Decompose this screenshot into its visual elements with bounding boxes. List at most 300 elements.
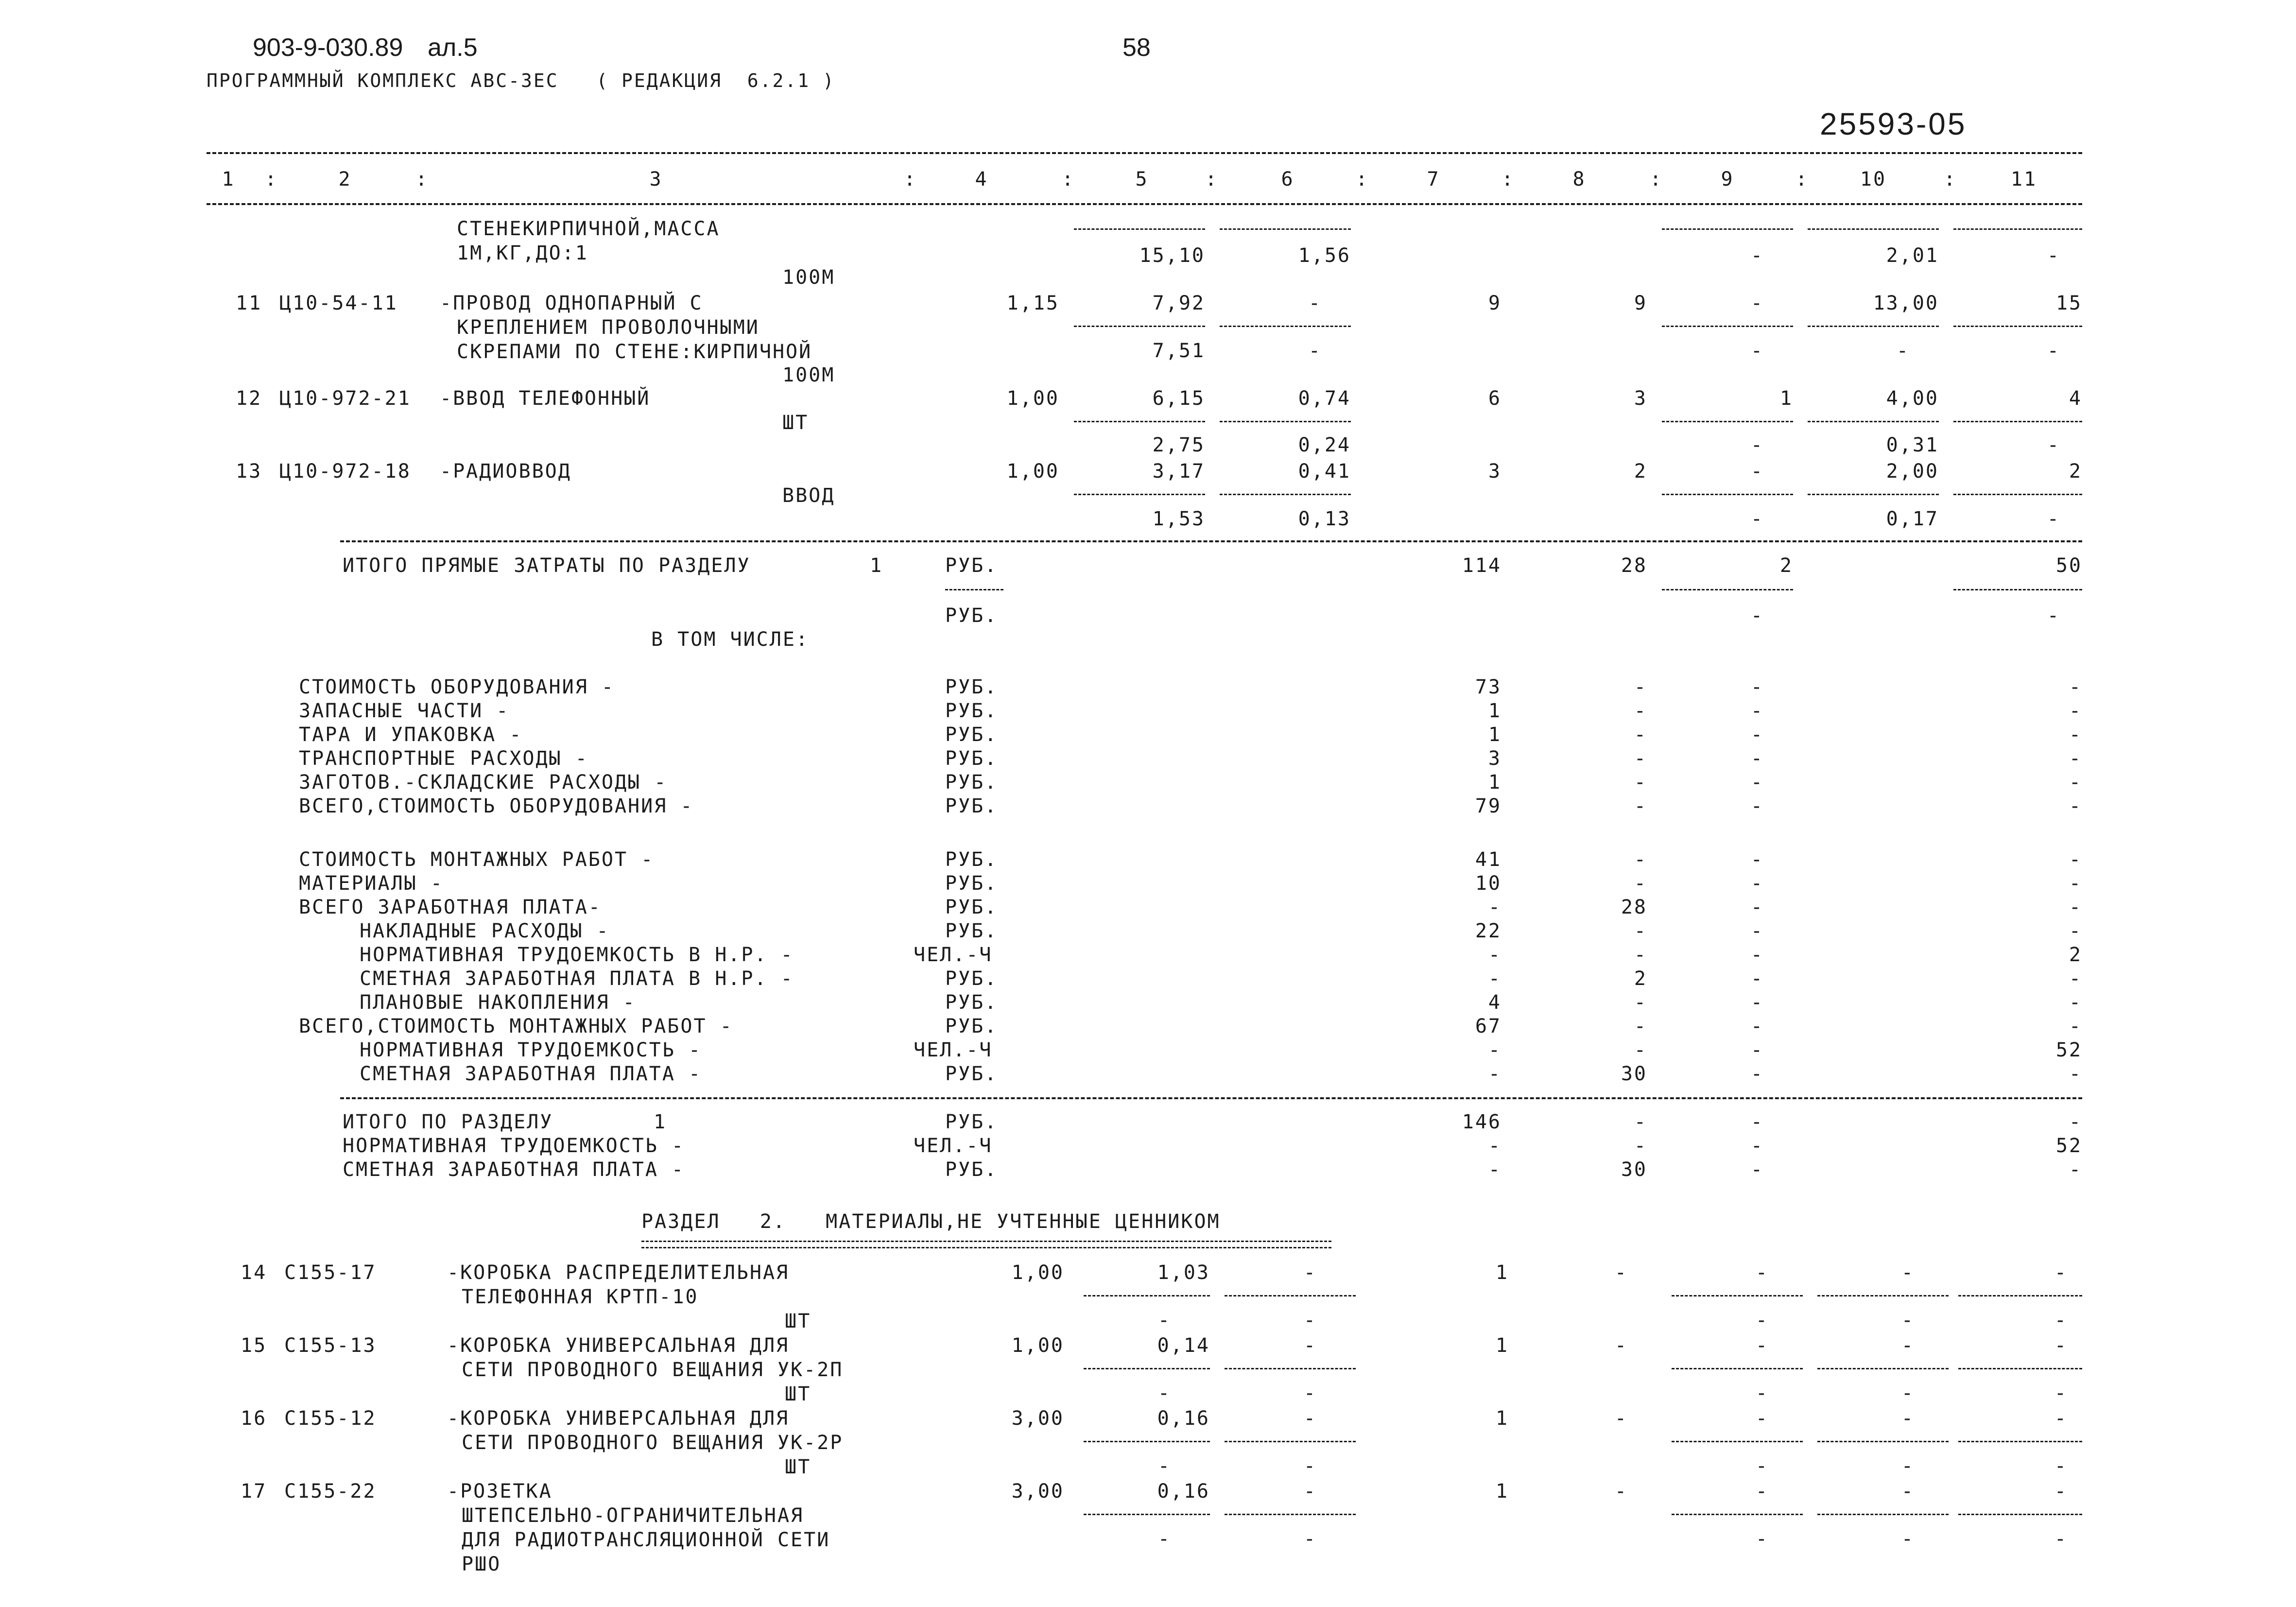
item-name: -КОРОБКА УНИВЕРСАЛЬНАЯ ДЛЯ bbox=[447, 1334, 790, 1357]
wage-divider bbox=[1672, 1441, 1803, 1442]
item-code: С155-12 bbox=[284, 1407, 377, 1430]
breakdown-label: НОРМАТИВНАЯ ТРУДОЕМКОСТЬ В Н.Р. - bbox=[360, 944, 794, 966]
page-number: 58 bbox=[1122, 34, 1151, 62]
cell-c5: 7,92 bbox=[1152, 292, 1205, 314]
cell-c5: 0,16 bbox=[1157, 1407, 1210, 1430]
cell-c9: - bbox=[1750, 1158, 1764, 1181]
cell-c5: 1,03 bbox=[1157, 1261, 1210, 1284]
cell-c8: 28 bbox=[1621, 554, 1647, 577]
cell-qty: 1,00 bbox=[1006, 387, 1059, 410]
cell-c11: 50 bbox=[2055, 554, 2082, 577]
unit: РУБ. bbox=[945, 896, 998, 918]
cell-c7: 1 bbox=[1488, 771, 1502, 794]
cell-c11: - bbox=[2054, 1407, 2068, 1430]
item-name: -КОРОБКА РАСПРЕДЕЛИТЕЛЬНАЯ bbox=[447, 1261, 790, 1284]
cell-c10: 2,01 bbox=[1886, 244, 1939, 267]
estimate-page: 903-9-030.89 ал.5 58 ПРОГРАММНЫЙ КОМПЛЕКС АВС-3ЕС ( РЕДАКЦИЯ 6.2.1 ) 25593-05 1 : 2 : 3 : 4 : 5 : 6 : 7 : 8 : 9 : 10 : 11 СТЕНЕКИРПИЧНОЙ,МАССА 1М,КГ,ДО:1 100М 15,10 1,56 - 2,01 - 11 Ц10-54-11 -ПРОВОД ОДНОПАРНЫЙ С КРЕПЛЕНИЕМ ПРОВОЛОЧНЫМИ СКРЕПАМИ ПО СТЕНЕ:КИРПИЧНОЙ 100М 1,15 7,92 - 9 9 - 13,00 15 7,51 - - - - 12 Ц10-972-21 -ВВОД ТЕЛЕФОННЫЙ ШТ 1,00 6,15 0,74 6 3 1 4,00 4 2,75 0,24 - 0,31 - 13 Ц10-972-18 -РАДИОВВОД ВВОД 1,00 3,17 0,41 3 2 - 2,00 2 1,53 0,13 - 0,17 - ИТОГО ПРЯМЫЕ ЗАТРАТЫ ПО РАЗДЕЛУ 1 РУБ. 114 28 2 50 РУБ. - - В ТОМ ЧИСЛЕ: СТОИМОСТЬ ОБОРУДОВАНИЯ - РУБ. 73 - - - ЗАПАСНЫЕ ЧАСТИ - РУБ. 1 - - - ТАРА И УПАКОВКА - РУБ. 1 - - - ТРАНСПОРТНЫЕ РАСХОДЫ - РУБ. 3 - - - ЗАГОТОВ.-СКЛАДСКИЕ РАСХОДЫ - РУБ. 1 - - - ВСЕГО,СТОИМОСТЬ ОБОРУДОВАНИЯ - РУБ. 79 - - - СТОИМОСТЬ МОНТАЖНЫХ РАБОТ - РУБ. 41 - - - МАТЕРИАЛЫ - РУБ. 10 - - - ВСЕГО ЗАРАБОТНАЯ ПЛАТА- РУБ. - 28 - - НАКЛАДНЫЕ РАСХОДЫ - РУБ. 22 - - - НОРМАТИВНАЯ ТРУДОЕМКОСТЬ В Н.Р. - ЧЕЛ.-Ч - - - 2 СМЕТНАЯ ЗАРАБОТНАЯ ПЛАТА В Н.Р. - РУБ. - 2 - - ПЛАНОВЫЕ НАКОПЛЕНИЯ - РУБ. 4 - - - ВСЕГО,СТОИМОСТЬ МОНТАЖНЫХ РАБОТ - РУБ. 67 - - - НОРМАТИВНАЯ ТРУДОЕМКОСТЬ - ЧЕЛ.-Ч - - - 52 СМЕТНАЯ ЗАРАБОТНАЯ ПЛАТА - РУБ. - 30 - - ИТОГО ПО РАЗДЕЛУ 1 РУБ. 146 - - - НОРМАТИВНАЯ ТРУДОЕМКОСТЬ - ЧЕЛ.-Ч - - - 52 СМЕТНАЯ ЗАРАБОТНАЯ ПЛАТА - РУБ. - 30 - - РАЗДЕЛ 2. МАТЕРИАЛЫ,НЕ УЧТЕННЫЕ ЦЕННИКОМ 14 С155-17 -КОРОБКА РАСПРЕДЕЛИТЕЛЬНАЯ ТЕЛЕФОННАЯ КРТП-10 ШТ 1,00 1,03 - 1 - - - - - - - - - 15 С155-13 -КОРОБКА УНИВЕРСАЛЬНАЯ ДЛЯ СЕТИ ПРОВОДНОГО ВЕЩАНИЯ УК-2П ШТ 1,00 0,14 - 1 - - - - - - - - - 16 С155-12 -КОРОБКА УНИВЕРСАЛЬНАЯ ДЛЯ СЕТИ ПРОВОДНОГО ВЕЩАНИЯ УК-2Р ШТ 3,00 0,16 - 1 - - - - - - - - - 17 С155-22 -РОЗЕТКА ШТЕПСЕЛЬНО-ОГРАНИЧИТЕЛЬНАЯ ДЛЯ РАДИОТРАНСЛЯЦИОННОЙ СЕТИ РШО 3,00 0,16 - 1 - - - - - - - - - bbox=[207, 34, 2082, 1575]
item-name: КРЕПЛЕНИЕМ ПРОВОЛОЧНЫМИ bbox=[457, 316, 760, 339]
cell-c10: - bbox=[1901, 1334, 1915, 1357]
cell-c11: - bbox=[2069, 872, 2082, 895]
cell-c5-wage: - bbox=[1157, 1309, 1171, 1331]
unit: ЧЕЛ.-Ч bbox=[914, 1135, 993, 1157]
item-code: С155-22 bbox=[284, 1480, 377, 1503]
section2-title: РАЗДЕЛ 2. МАТЕРИАЛЫ,НЕ УЧТЕННЫЕ ЦЕННИКОМ bbox=[641, 1210, 1221, 1233]
wage-divider bbox=[1672, 1295, 1803, 1296]
cell-qty: 3,00 bbox=[1011, 1480, 1064, 1503]
cell-c9: - bbox=[1750, 872, 1764, 895]
column-header: 3 bbox=[649, 168, 663, 190]
cell-c10-wage: - bbox=[1901, 1382, 1915, 1404]
unit: РУБ. bbox=[945, 872, 998, 895]
item-unit: ШТ bbox=[782, 412, 809, 434]
breakdown-label: ТРАНСПОРТНЫЕ РАСХОДЫ - bbox=[299, 747, 588, 770]
header-rule-top bbox=[207, 152, 2082, 154]
cell-c9: - bbox=[1755, 1261, 1769, 1284]
column-header: 1 bbox=[222, 168, 235, 190]
cell-c9: - bbox=[1750, 1135, 1764, 1157]
cell-c9-wage: - bbox=[1750, 434, 1764, 456]
cell-c11: - bbox=[2069, 676, 2082, 698]
cell-c9: - bbox=[1750, 460, 1764, 483]
item-name: -ПРОВОД ОДНОПАРНЫЙ С bbox=[440, 292, 703, 314]
cell-c11: - bbox=[2047, 605, 2060, 627]
cell-c8: 9 bbox=[1634, 292, 1647, 314]
wage-divider bbox=[1672, 1514, 1803, 1515]
column-header: 8 bbox=[1572, 168, 1586, 190]
breakdown-label: ВСЕГО,СТОИМОСТЬ МОНТАЖНЫХ РАБОТ - bbox=[299, 1015, 733, 1037]
unit: РУБ. bbox=[945, 920, 998, 942]
cell-c6-wage: - bbox=[1308, 340, 1322, 362]
cell-c7: - bbox=[1488, 944, 1502, 966]
wage-divider bbox=[1084, 1514, 1210, 1515]
cell-c8: - bbox=[1634, 1135, 1647, 1157]
cell-c7: 9 bbox=[1488, 292, 1502, 314]
cell-c11: - bbox=[2069, 700, 2082, 722]
section-total-rule bbox=[340, 540, 2082, 542]
total-label: СМЕТНАЯ ЗАРАБОТНАЯ ПЛАТА - bbox=[343, 1158, 685, 1181]
cell-c8: - bbox=[1614, 1480, 1628, 1503]
cell-c8: - bbox=[1634, 872, 1647, 895]
cell-c9: - bbox=[1750, 1111, 1764, 1133]
item-name: 1М,КГ,ДО:1 bbox=[457, 242, 588, 264]
cell-c9: - bbox=[1750, 968, 1764, 990]
unit: РУБ. bbox=[945, 747, 998, 770]
column-header: 9 bbox=[1721, 168, 1734, 190]
cell-c8: - bbox=[1634, 1039, 1647, 1061]
item-number: 12 bbox=[236, 387, 262, 410]
cell-qty: 1,00 bbox=[1011, 1334, 1064, 1357]
cell-c9: - bbox=[1750, 848, 1764, 871]
column-header: 7 bbox=[1427, 168, 1440, 190]
breakdown-label: НАКЛАДНЫЕ РАСХОДЫ - bbox=[360, 920, 610, 942]
item-unit: ШТ bbox=[785, 1456, 811, 1478]
breakdown-label: СМЕТНАЯ ЗАРАБОТНАЯ ПЛАТА В Н.Р. - bbox=[360, 968, 794, 990]
cell-c10-wage: - bbox=[1896, 340, 1910, 362]
cell-c8: - bbox=[1634, 700, 1647, 722]
cell-c11: - bbox=[2069, 724, 2082, 746]
cell-c7: 10 bbox=[1475, 872, 1502, 895]
cell-c8: - bbox=[1614, 1261, 1628, 1284]
cell-c7: 1 bbox=[1495, 1407, 1509, 1430]
cell-c7: - bbox=[1488, 1135, 1502, 1157]
cell-c9: - bbox=[1750, 605, 1764, 627]
unit: РУБ. bbox=[945, 848, 998, 871]
item-code: С155-17 bbox=[284, 1261, 377, 1284]
cell-c11: - bbox=[2069, 795, 2082, 817]
cell-c11: 2 bbox=[2069, 460, 2082, 483]
cell-c11: - bbox=[2069, 1015, 2082, 1037]
cell-c11-wage: - bbox=[2047, 340, 2060, 362]
cell-c5: 0,16 bbox=[1157, 1480, 1210, 1503]
cell-c8: - bbox=[1634, 991, 1647, 1014]
column-header: 5 bbox=[1135, 168, 1149, 190]
cell-c11-wage: - bbox=[2054, 1382, 2068, 1404]
cell-qty: 1,15 bbox=[1006, 292, 1059, 314]
cell-c8: - bbox=[1614, 1334, 1628, 1357]
cell-c7: 73 bbox=[1475, 676, 1502, 698]
cell-c5-wage: 2,75 bbox=[1152, 434, 1205, 456]
program-line: ПРОГРАММНЫЙ КОМПЛЕКС АВС-3ЕС ( РЕДАКЦИЯ 6.2.1 ) bbox=[207, 70, 835, 91]
cell-c9: - bbox=[1750, 1039, 1764, 1061]
cell-c9: - bbox=[1750, 920, 1764, 942]
wage-divider bbox=[1225, 1514, 1356, 1515]
item-name: -РАДИОВВОД bbox=[440, 460, 571, 483]
cell-c11-wage: - bbox=[2054, 1455, 2068, 1477]
cell-c9: - bbox=[1750, 771, 1764, 794]
wage-divider bbox=[1817, 1514, 1949, 1515]
cell-c5-wage: 1,53 bbox=[1152, 508, 1205, 530]
cell-c8: 2 bbox=[1634, 460, 1647, 483]
cell-c7: - bbox=[1488, 1158, 1502, 1181]
item-code: Ц10-972-18 bbox=[279, 460, 411, 483]
cell-c10: 2,00 bbox=[1886, 460, 1939, 483]
cell-c10: - bbox=[1901, 1480, 1915, 1503]
cell-c10-wage: 0,31 bbox=[1886, 434, 1939, 456]
cell-c10-wage: - bbox=[1901, 1309, 1915, 1331]
item-name: -КОРОБКА УНИВЕРСАЛЬНАЯ ДЛЯ bbox=[447, 1407, 790, 1430]
unit: ЧЕЛ.-Ч bbox=[914, 944, 993, 966]
cell-c11: - bbox=[2069, 771, 2082, 794]
wage-divider bbox=[1817, 1441, 1949, 1442]
unit: РУБ. bbox=[945, 1063, 998, 1085]
cell-c10: 4,00 bbox=[1886, 387, 1939, 410]
cell-c8: - bbox=[1634, 724, 1647, 746]
wage-divider bbox=[1958, 1368, 2082, 1369]
breakdown-label: ВСЕГО,СТОИМОСТЬ ОБОРУДОВАНИЯ - bbox=[299, 795, 694, 817]
cell-c7: 1 bbox=[1495, 1334, 1509, 1357]
wage-divider bbox=[1225, 1441, 1356, 1442]
including-label: В ТОМ ЧИСЛЕ: bbox=[651, 628, 809, 651]
cell-c9: - bbox=[1750, 1015, 1764, 1037]
breakdown-label: МАТЕРИАЛЫ - bbox=[299, 872, 444, 895]
column-header: 10 bbox=[1860, 168, 1887, 190]
cell-c5-wage: - bbox=[1157, 1382, 1171, 1404]
cell-c8: 28 bbox=[1621, 896, 1647, 918]
wage-divider bbox=[1084, 1368, 1210, 1369]
cell-c7: 1 bbox=[1495, 1480, 1509, 1503]
unit: РУБ. bbox=[945, 1158, 998, 1181]
cell-c6-wage: - bbox=[1303, 1382, 1317, 1404]
wage-divider bbox=[1958, 1441, 2082, 1442]
doc-code: 903-9-030.89 bbox=[253, 34, 403, 62]
cell-c9: - bbox=[1750, 795, 1764, 817]
unit: РУБ. bbox=[945, 700, 998, 722]
cell-c8: 30 bbox=[1621, 1063, 1647, 1085]
item-unit: ВВОД bbox=[782, 484, 835, 507]
cell-c6-wage: - bbox=[1303, 1309, 1317, 1331]
cell-c8: 30 bbox=[1621, 1158, 1647, 1181]
item-unit: 100М bbox=[782, 364, 835, 386]
cell-c9-wage: - bbox=[1755, 1382, 1769, 1404]
cell-c7: - bbox=[1488, 1039, 1502, 1061]
unit: РУБ. bbox=[945, 724, 998, 746]
section-total-rule bbox=[340, 1097, 2082, 1099]
cell-c8: - bbox=[1634, 1111, 1647, 1133]
unit: РУБ. bbox=[945, 1015, 998, 1037]
cell-c10: - bbox=[1901, 1261, 1915, 1284]
section2-underline bbox=[641, 1241, 1331, 1248]
cell-c9: - bbox=[1755, 1407, 1769, 1430]
cell-c7: 6 bbox=[1488, 387, 1502, 410]
cell-c9: - bbox=[1750, 1063, 1764, 1085]
breakdown-label: НОРМАТИВНАЯ ТРУДОЕМКОСТЬ - bbox=[360, 1039, 702, 1061]
cell-c11: - bbox=[2054, 1261, 2068, 1284]
cell-c5-wage: - bbox=[1157, 1528, 1171, 1550]
item-number: 14 bbox=[241, 1261, 267, 1284]
wage-divider bbox=[1084, 1441, 1210, 1442]
wage-divider bbox=[1958, 1295, 2082, 1296]
item-name: -РОЗЕТКА bbox=[447, 1480, 552, 1503]
breakdown-label: СМЕТНАЯ ЗАРАБОТНАЯ ПЛАТА - bbox=[360, 1063, 702, 1085]
wage-divider bbox=[1225, 1295, 1356, 1296]
cell-c10: - bbox=[1901, 1407, 1915, 1430]
cell-qty: 1,00 bbox=[1006, 460, 1059, 483]
breakdown-label: ЗАПАСНЫЕ ЧАСТИ - bbox=[299, 700, 510, 722]
item-unit: ШТ bbox=[785, 1310, 811, 1332]
cell-c7: 114 bbox=[1462, 554, 1502, 577]
cell-c10-wage: 0,17 bbox=[1886, 508, 1939, 530]
cell-c6-wage: - bbox=[1303, 1528, 1317, 1550]
cell-c9-wage: - bbox=[1755, 1309, 1769, 1331]
cell-c9: - bbox=[1750, 991, 1764, 1014]
cell-c7: - bbox=[1488, 1063, 1502, 1085]
cell-c9: - bbox=[1755, 1334, 1769, 1357]
column-header: 11 bbox=[2010, 168, 2037, 190]
cell-c9: - bbox=[1755, 1480, 1769, 1503]
item-number: 13 bbox=[236, 460, 262, 483]
wage-divider bbox=[1958, 1514, 2082, 1515]
cell-c9-wage: - bbox=[1750, 340, 1764, 362]
item-number: 11 bbox=[236, 292, 262, 314]
cell-c11: - bbox=[2069, 848, 2082, 871]
cell-c9: - bbox=[1750, 724, 1764, 746]
wage-divider bbox=[1084, 1295, 1210, 1296]
unit: РУБ. bbox=[945, 991, 998, 1014]
column-header: 6 bbox=[1281, 168, 1295, 190]
item-code: Ц10-972-21 bbox=[279, 387, 411, 410]
item-number: 16 bbox=[241, 1407, 267, 1430]
unit: РУБ. bbox=[945, 605, 998, 627]
cell-c6: - bbox=[1303, 1334, 1317, 1357]
cell-c11: 52 bbox=[2055, 1039, 2082, 1061]
unit: РУБ. bbox=[945, 771, 998, 794]
cell-c7: 4 bbox=[1488, 991, 1502, 1014]
total-label: ИТОГО ПО РАЗДЕЛУ bbox=[343, 1111, 553, 1133]
cell-c8: - bbox=[1634, 771, 1647, 794]
cell-c7: 3 bbox=[1488, 747, 1502, 770]
cell-c11: 2 bbox=[2069, 944, 2082, 966]
cell-c6: 1,56 bbox=[1298, 244, 1351, 267]
cell-c11: - bbox=[2069, 896, 2082, 918]
cell-c11: - bbox=[2054, 1480, 2068, 1503]
cell-c11-wage: - bbox=[2054, 1528, 2068, 1550]
cell-c11: - bbox=[2069, 991, 2082, 1014]
cell-c9: 2 bbox=[1779, 554, 1793, 577]
cell-c11: - bbox=[2069, 1158, 2082, 1181]
unit: ЧЕЛ.-Ч bbox=[914, 1039, 993, 1061]
cell-c7: 146 bbox=[1462, 1111, 1502, 1133]
wage-divider bbox=[1817, 1295, 1949, 1296]
breakdown-label: ВСЕГО ЗАРАБОТНАЯ ПЛАТА- bbox=[299, 896, 602, 918]
breakdown-label: СТОИМОСТЬ МОНТАЖНЫХ РАБОТ - bbox=[299, 848, 655, 871]
cell-c7: 41 bbox=[1475, 848, 1502, 871]
cell-c8: 3 bbox=[1634, 387, 1647, 410]
item-name: ТЕЛЕФОННАЯ КРТП-10 bbox=[462, 1286, 699, 1308]
breakdown-label: СТОИМОСТЬ ОБОРУДОВАНИЯ - bbox=[299, 676, 615, 698]
cell-c9: - bbox=[1750, 292, 1764, 314]
item-name: СЕТИ ПРОВОДНОГО ВЕЩАНИЯ УК-2Р bbox=[462, 1432, 844, 1454]
wage-divider bbox=[1817, 1368, 1949, 1369]
cell-c9: - bbox=[1750, 244, 1764, 267]
column-header: 2 bbox=[338, 168, 352, 190]
cell-c6: - bbox=[1303, 1480, 1317, 1503]
cell-c11: - bbox=[2054, 1334, 2068, 1357]
album-number: ал.5 bbox=[428, 34, 478, 62]
cell-c9-wage: - bbox=[1755, 1455, 1769, 1477]
cell-qty: 1,00 bbox=[1011, 1261, 1064, 1284]
unit: РУБ. bbox=[945, 554, 998, 577]
item-code: Ц10-54-11 bbox=[279, 292, 398, 314]
cell-c7: 22 bbox=[1475, 920, 1502, 942]
cell-c9: - bbox=[1750, 700, 1764, 722]
inventory-stamp-number: 25593-05 bbox=[1820, 106, 1967, 141]
cell-c9-wage: - bbox=[1755, 1528, 1769, 1550]
cell-c8: - bbox=[1634, 676, 1647, 698]
cell-c8: - bbox=[1634, 944, 1647, 966]
wage-divider bbox=[1225, 1368, 1356, 1369]
item-name: РШО bbox=[462, 1553, 501, 1575]
cell-c11: - bbox=[2069, 1063, 2082, 1085]
cell-c11: - bbox=[2069, 1111, 2082, 1133]
cell-c9: - bbox=[1750, 747, 1764, 770]
cell-c10: 13,00 bbox=[1873, 292, 1939, 314]
breakdown-label: ТАРА И УПАКОВКА - bbox=[299, 724, 523, 746]
cell-c11: 4 bbox=[2069, 387, 2082, 410]
wage-divider bbox=[1672, 1368, 1803, 1369]
item-name: -ВВОД ТЕЛЕФОННЫЙ bbox=[440, 387, 651, 410]
cell-c8: 2 bbox=[1634, 968, 1647, 990]
cell-c6-wage: - bbox=[1303, 1455, 1317, 1477]
cell-c6-wage: 0,24 bbox=[1298, 434, 1351, 456]
cell-c11-wage: - bbox=[2047, 434, 2060, 456]
cell-c8: - bbox=[1634, 747, 1647, 770]
item-name: СТЕНЕКИРПИЧНОЙ,МАССА bbox=[457, 218, 720, 240]
item-unit: 100М bbox=[782, 266, 835, 289]
total-label: НОРМАТИВНАЯ ТРУДОЕМКОСТЬ - bbox=[343, 1135, 685, 1157]
unit: РУБ. bbox=[945, 968, 998, 990]
section-number: 1 bbox=[870, 554, 883, 577]
cell-c5-wage: - bbox=[1157, 1455, 1171, 1477]
total-label: ИТОГО ПРЯМЫЕ ЗАТРАТЫ ПО РАЗДЕЛУ bbox=[343, 554, 751, 577]
unit: РУБ. bbox=[945, 676, 998, 698]
cell-c8: - bbox=[1634, 920, 1647, 942]
cell-c10-wage: - bbox=[1901, 1455, 1915, 1477]
cell-c6: 0,41 bbox=[1298, 460, 1351, 483]
cell-c6: - bbox=[1303, 1261, 1317, 1284]
cell-c11-wage: - bbox=[2047, 508, 2060, 530]
cell-c7: 3 bbox=[1488, 460, 1502, 483]
cell-c6: - bbox=[1303, 1407, 1317, 1430]
item-name: ДЛЯ РАДИОТРАНСЛЯЦИОННОЙ СЕТИ bbox=[462, 1529, 830, 1551]
column-header: 4 bbox=[975, 168, 988, 190]
cell-c7: 1 bbox=[1495, 1261, 1509, 1284]
cell-c6: 0,74 bbox=[1298, 387, 1351, 410]
cell-c7: - bbox=[1488, 896, 1502, 918]
item-number: 15 bbox=[241, 1334, 267, 1357]
cell-qty: 3,00 bbox=[1011, 1407, 1064, 1430]
cell-c5: 6,15 bbox=[1152, 387, 1205, 410]
cell-c7: - bbox=[1488, 968, 1502, 990]
breakdown-label: ЗАГОТОВ.-СКЛАДСКИЕ РАСХОДЫ - bbox=[299, 771, 668, 794]
item-name: СКРЕПАМИ ПО СТЕНЕ:КИРПИЧНОЙ bbox=[457, 341, 812, 363]
breakdown-label: ПЛАНОВЫЕ НАКОПЛЕНИЯ - bbox=[360, 991, 636, 1014]
cell-c7: 79 bbox=[1475, 795, 1502, 817]
item-name: ШТЕПСЕЛЬНО-ОГРАНИЧИТЕЛЬНАЯ bbox=[462, 1504, 804, 1527]
unit: РУБ. bbox=[945, 1111, 998, 1133]
cell-c8: - bbox=[1634, 795, 1647, 817]
header-rule-bottom bbox=[207, 203, 2082, 205]
cell-c8: - bbox=[1634, 848, 1647, 871]
cell-c5-wage: 7,51 bbox=[1152, 340, 1205, 362]
cell-c5: 3,17 bbox=[1152, 460, 1205, 483]
cell-c10-wage: - bbox=[1901, 1528, 1915, 1550]
cell-c11: 52 bbox=[2055, 1135, 2082, 1157]
item-number: 17 bbox=[241, 1480, 267, 1503]
cell-c6: - bbox=[1308, 292, 1322, 314]
cell-c11: - bbox=[2069, 968, 2082, 990]
cell-c7: 1 bbox=[1488, 724, 1502, 746]
cell-c9: 1 bbox=[1779, 387, 1793, 410]
cell-c5: 0,14 bbox=[1157, 1334, 1210, 1357]
item-unit: ШТ bbox=[785, 1383, 811, 1405]
item-code: С155-13 bbox=[284, 1334, 377, 1357]
cell-c9: - bbox=[1750, 944, 1764, 966]
item-name: СЕТИ ПРОВОДНОГО ВЕЩАНИЯ УК-2П bbox=[462, 1359, 844, 1381]
cell-c9: - bbox=[1750, 896, 1764, 918]
cell-c11: - bbox=[2069, 920, 2082, 942]
cell-c5: 15,10 bbox=[1139, 244, 1205, 267]
cell-c11: - bbox=[2047, 244, 2060, 267]
cell-c7: 1 bbox=[1488, 700, 1502, 722]
cell-c11: 15 bbox=[2055, 292, 2082, 314]
section-number: 1 bbox=[654, 1111, 667, 1133]
cell-c7: 67 bbox=[1475, 1015, 1502, 1037]
cell-c6-wage: 0,13 bbox=[1298, 508, 1351, 530]
cell-c8: - bbox=[1614, 1407, 1628, 1430]
cell-c11-wage: - bbox=[2054, 1309, 2068, 1331]
cell-c8: - bbox=[1634, 1015, 1647, 1037]
cell-c11: - bbox=[2069, 747, 2082, 770]
